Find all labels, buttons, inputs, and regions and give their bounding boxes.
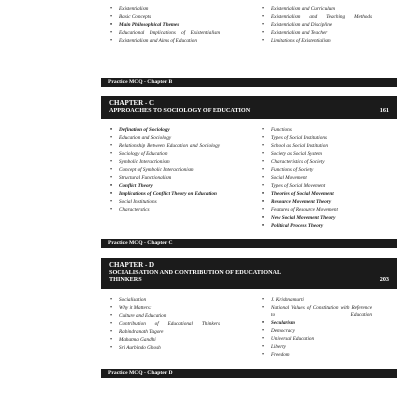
toc-list-item: • Existentialism and Discipline bbox=[260, 22, 372, 29]
chapter-page-number: 203 bbox=[379, 276, 389, 283]
toc-list-item: • Educational Implications of Existentialism bbox=[108, 30, 220, 37]
toc-list-item: • Characteristics of Society bbox=[260, 159, 372, 166]
toc-list-item: • Liberty bbox=[260, 344, 372, 351]
chapter-c-right-list bbox=[260, 127, 372, 231]
toc-list-item: • Culture and Education bbox=[108, 313, 220, 320]
practice-mcq-label: Practice MCQ - Chapter D bbox=[108, 370, 173, 376]
practice-mcq-label: Practice MCQ - Chapter C bbox=[108, 240, 173, 246]
toc-list-item: • Main Philosophical Themes bbox=[108, 22, 220, 29]
toc-list-item: • Contribution of Educational Thinkers bbox=[108, 321, 220, 328]
chapter-b-right-list bbox=[260, 6, 372, 46]
chapter-page-number: 161 bbox=[379, 107, 389, 114]
toc-list-item: • Theories of Social Movement bbox=[260, 191, 372, 198]
chapter-c-left-list bbox=[108, 127, 220, 215]
toc-list-item: • Socialisation bbox=[108, 297, 220, 304]
toc-list-item: • Existentialism bbox=[108, 6, 220, 13]
toc-list-item: • Rabindranath Tagore bbox=[108, 329, 220, 336]
toc-list-item: • Features of Resource Movement bbox=[260, 207, 372, 214]
toc-list-item: • School as Social Institution bbox=[260, 143, 372, 150]
toc-list-item: • Society as Social System bbox=[260, 151, 372, 158]
toc-list-item: • Relationship Between Education and Sociology bbox=[108, 143, 220, 150]
toc-list-item: • Basic Concepts bbox=[108, 14, 220, 21]
toc-list-item: • Resource Movement Theory bbox=[260, 199, 372, 206]
toc-list-item: • Universal Education bbox=[260, 336, 372, 343]
chapter-b-left-list bbox=[108, 6, 220, 46]
toc-list-item: • J. Krishnamurti bbox=[260, 297, 372, 304]
toc-list-item: • Limitations of Existentialism bbox=[260, 38, 372, 45]
chapter-d-left-list bbox=[108, 297, 220, 353]
toc-list-item: • Secularism bbox=[260, 320, 372, 327]
toc-list-item: • Defination of Sociology bbox=[108, 127, 220, 134]
toc-list-item: • Existentialism and Curriculum bbox=[260, 6, 372, 13]
practice-mcq-chapter-d[interactable] bbox=[101, 369, 397, 378]
toc-list-item: • Existentialism and Aims of Education bbox=[108, 38, 220, 45]
toc-list-item: • Functions bbox=[260, 127, 372, 134]
chapter-title-line-2: THINKERS bbox=[109, 276, 142, 283]
chapter-d-header[interactable] bbox=[101, 258, 397, 289]
toc-list-item: • Implications of Conflict Theory on Education bbox=[108, 191, 220, 198]
toc-list-item: • Education and Sociology bbox=[108, 135, 220, 142]
toc-list-item: • Symbolic Interactionism bbox=[108, 159, 220, 166]
toc-list-item: • Political Process Theory bbox=[260, 223, 372, 230]
chapter-title: APPROACHES TO SOCIOLOGY OF EDUCATION bbox=[109, 107, 251, 114]
toc-list-item: • National Values of Constitution with Reference to Education bbox=[260, 305, 372, 318]
toc-list-item: • Types of Social Institutions bbox=[260, 135, 372, 142]
toc-list-item: • Social Movement bbox=[260, 175, 372, 182]
chapter-c-header[interactable] bbox=[101, 96, 397, 119]
toc-list-item: • Sociology of Education bbox=[108, 151, 220, 158]
toc-list-item: • Functions of Society bbox=[260, 167, 372, 174]
toc-list-item: • Concept of Symbolic Interactionism bbox=[108, 167, 220, 174]
practice-mcq-chapter-c[interactable] bbox=[101, 239, 397, 248]
toc-list-item: • Sri Aurbindo Ghosh bbox=[108, 345, 220, 352]
toc-list-item: • New Social Movement Theory bbox=[260, 215, 372, 222]
toc-list-item: • Types of Social Movement bbox=[260, 183, 372, 190]
chapter-label: CHAPTER - C bbox=[109, 99, 155, 107]
toc-list-item: • Freedom bbox=[260, 352, 372, 359]
toc-list-item: • Existentialism and Teacher bbox=[260, 30, 372, 37]
toc-list-item: • Social Institutions bbox=[108, 199, 220, 206]
toc-list-item: • Democracy bbox=[260, 328, 372, 335]
toc-list-item: • Existentialism and Teaching Methods bbox=[260, 14, 372, 21]
toc-list-item: • Structural Functionalism bbox=[108, 175, 220, 182]
practice-mcq-label: Practice MCQ - Chapter B bbox=[108, 79, 173, 85]
toc-list-item: • Conflict Theory bbox=[108, 183, 220, 190]
toc-list-item: • Why it Matters: bbox=[108, 305, 220, 312]
chapter-title-line-1: SOCIALISATION AND CONTRIBUTION OF EDUCATIONAL bbox=[109, 269, 282, 276]
toc-list-item: • Characterstics bbox=[108, 207, 220, 214]
practice-mcq-chapter-b[interactable] bbox=[101, 78, 397, 87]
chapter-label: CHAPTER - D bbox=[109, 261, 155, 269]
chapter-d-right-list bbox=[260, 297, 372, 359]
toc-list-item: • Mahatma Gandhi bbox=[108, 337, 220, 344]
